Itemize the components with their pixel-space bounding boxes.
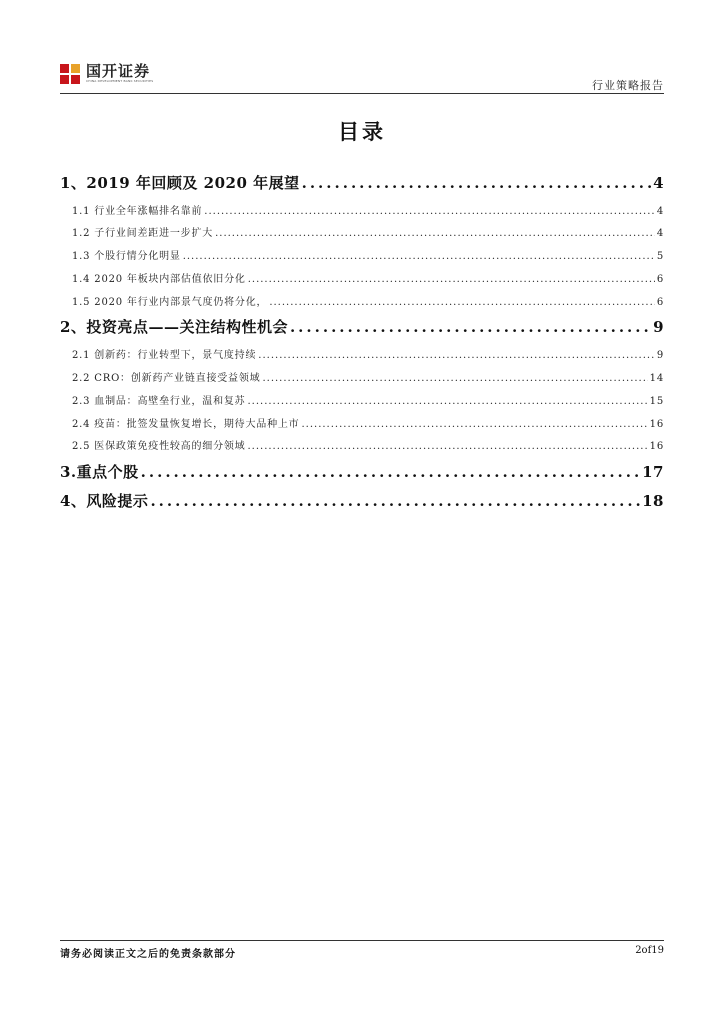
toc-leader-dots (301, 419, 647, 430)
toc-leader-dots (247, 396, 647, 407)
toc-leader-dots (302, 174, 651, 192)
toc-entry-label: 4、风险提示 (60, 492, 149, 510)
toc-entry-2-3[interactable] (72, 392, 664, 408)
toc-entry-page: 17 (642, 463, 664, 481)
toc-entry-1-5[interactable] (72, 293, 664, 309)
toc-entry-section-4[interactable] (60, 490, 664, 512)
toc-title: 目录 (338, 119, 386, 144)
toc-entry-page: 16 (649, 419, 664, 430)
toc-leader-dots (258, 350, 655, 361)
toc-leader-dots (262, 373, 647, 384)
toc-entry-page: 15 (649, 396, 664, 407)
toc-leader-dots (204, 206, 655, 217)
toc-entry-label: 2.3 血制品：高壁垒行业，温和复苏 (72, 396, 246, 407)
footer-page-number: 2of19 (635, 945, 664, 956)
toc-leader-dots (215, 228, 655, 239)
toc-leader-dots (150, 492, 640, 510)
toc-leader-dots (247, 441, 647, 452)
footer-disclaimer: 请务必阅读正文之后的免责条款部分 (60, 949, 236, 960)
toc-entry-label: 1、2019 年回顾及 2020 年展望 (60, 174, 300, 192)
toc-entry-label: 3.重点个股 (60, 463, 139, 481)
page-header (60, 63, 664, 93)
company-logo (60, 63, 153, 84)
toc-entry-label: 1.3 个股行情分化明显 (72, 251, 181, 262)
toc-entry-1-1[interactable] (72, 202, 664, 218)
toc-entry-page: 5 (656, 251, 664, 262)
toc-entry-label: 2.5 医保政策免疫性较高的细分领域 (72, 441, 246, 452)
toc-entry-page: 6 (656, 274, 664, 285)
toc-entry-label: 1.5 2020 年行业内部景气度仍将分化， (72, 297, 268, 308)
toc-leader-dots (183, 251, 655, 262)
toc-entry-2-2[interactable] (72, 369, 664, 385)
toc-entry-page: 16 (649, 441, 664, 452)
toc-entry-page: 18 (642, 492, 664, 510)
toc-entry-page: 9 (653, 318, 664, 336)
toc-entry-page: 9 (656, 350, 664, 361)
toc-entry-label: 2.1 创新药：行业转型下，景气度持续 (72, 350, 257, 361)
toc-entry-page: 4 (653, 174, 664, 192)
toc-entry-label: 1.2 子行业间差距进一步扩大 (72, 228, 214, 239)
toc-entry-2-4[interactable] (72, 415, 664, 431)
toc-entry-section-1[interactable] (60, 172, 664, 194)
toc-entry-label: 2.4 疫苗：批签发量恢复增长，期待大品种上市 (72, 419, 300, 430)
header-divider (60, 93, 664, 94)
footer-divider (60, 940, 664, 941)
toc-leader-dots (141, 463, 640, 481)
toc-leader-dots (269, 297, 655, 308)
toc-entry-1-3[interactable] (72, 247, 664, 263)
toc-entry-label: 2.2 CRO：创新药产业链直接受益领域 (72, 373, 261, 384)
toc-entry-page: 6 (656, 297, 664, 308)
logo-mark-icon (60, 64, 80, 84)
toc-entry-2-1[interactable] (72, 346, 664, 362)
logo-name: 国开证券 (86, 62, 151, 80)
toc-entry-label: 2、投资亮点——关注结构性机会 (60, 318, 288, 336)
toc-entry-section-2[interactable] (60, 316, 664, 338)
toc-entry-page: 4 (656, 206, 664, 217)
toc-entry-1-4[interactable] (72, 270, 664, 286)
toc-entry-2-5[interactable] (72, 437, 664, 453)
toc-entry-page: 14 (649, 373, 664, 384)
toc-leader-dots (290, 318, 651, 336)
toc-leader-dots (248, 274, 655, 285)
report-type: 行业策略报告 (592, 79, 664, 92)
toc-entry-1-2[interactable] (72, 224, 664, 240)
toc-entry-label: 1.1 行业全年涨幅排名靠前 (72, 206, 203, 217)
toc-entry-label: 1.4 2020 年板块内部估值依旧分化 (72, 274, 246, 285)
toc-entry-section-3[interactable] (60, 461, 664, 483)
toc-entry-page: 4 (656, 228, 664, 239)
logo-subtitle: CHINA DEVELOPMENT BANK SECURITIES (86, 79, 154, 83)
